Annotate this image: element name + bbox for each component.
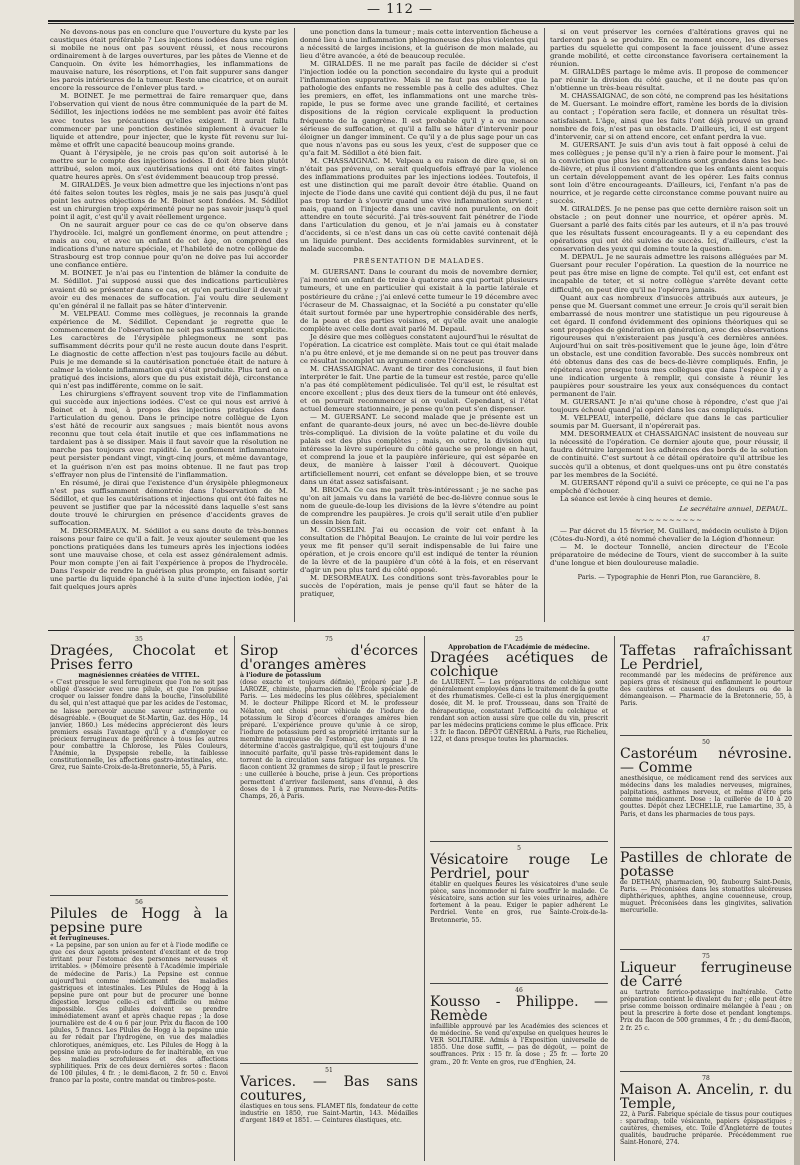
paragraph: M. BOINET. Je n'ai pas eu l'intention de blâmer la conduite de M. Sédillot. J'ai supposé aussi que des indications particulières avaient dû se présenter dans ce cas, et qu'en particulier il devait y avoir eu des menaces de suffocation. J'ai voulu dire seulement qu'en général il ne fallait pas se hâter d'intervenir.	[50, 269, 288, 310]
ad-body: « La pepsine, par son union au fer et à l'iode modifie ce que ces deux agents présentent d'excitant et de trop irritant pour l'estomac des personnes nerveuses et irritables. » (Mémoire présenté à l'Académie impériale de médecine de Paris.) La Pepsine est connue aujourd'hui comme médicament des maladies gastriques et intestinales. Les Pilules de Hogg à la pepsine pure ont pour but de procurer une bonne digestion lorsque celle-ci est difficile ou même impossible. Ces pilules doivent se prendre immédiatement avant et après chaque repas ; la dose journalière est de 4 ou 6 par jour. Prix du flacon de 100 pilules, 5 francs. Les Pilules de Hogg à la pepsine unie au fer rédait par l'hydrogène, en vue des maladies chlorotiques, anémiques, etc. Les Pilules de Hogg à la pepsine unie au proto-iodure de fer inaltérable, en vue des maladies scrofuleuses et des affections syphilitiques. Prix de ces deux dernières sortes : flacon de 100 pilules, 4 fr. ; le demi-flacon, 2 fr. 50 c. Envoi franco par la poste, contre mandat ou timbres-poste.	[50, 942, 228, 1084]
ad-rule	[620, 949, 792, 950]
header-rule	[48, 20, 798, 22]
ad-column-divider	[424, 636, 425, 1161]
ad-castoreum	[620, 732, 792, 842]
ad-subhead: magnésiennes créatées de VITTEL.	[78, 672, 200, 680]
ad-rule	[430, 983, 608, 984]
paragraph: M. BOINET. Je me permettrai de faire remarquer que, dans l'observation qui vient de nous être communiquée de la part de M. Sédillot, les injections iodées ne me semblent pas avoir été faites avec toutes les précautions qu'elles exigent. Il aurait fallu commencer par une ponction destinée simplement à évacuer le liquide et attendre, pour injecter, que le kyste fût revenu sur lui-même et offrît une capacité beaucoup moins grande.	[50, 92, 288, 149]
paragraph: — M. GUERSANT. Le second malade que je présente est un enfant de quarante-deux jours, né avec un bec-de-lièvre double très-compliqué. La division de la voûte palatine et du voile du palais est des plus complètes ; mais, en outre, la division qui intéresse la lèvre supérieure du côté gauche se prolonge en haut, et comprend la joue et la paupière inférieure, qui est séparée en deux, de manière à laisser l'œil à découvert. Quoique artificiellement nourri, cet enfant se développe bien, et se trouve dans un état assez satisfaisant.	[300, 413, 538, 486]
ad-body: infaillible approuvé par les Académies des sciences et de médecine. Se vend qu'expulse en quelques heures le VER SOLITAIRE. Admis à l'Exposition universelle de 1855. Une dose suffit, — pas de dégoût, — point de souffrances. Prix : 15 fr. la dose ; 25 fr. — forte 20 gram., 20 fr. Vente en gros, rue d'Enghien, 24.	[430, 1023, 608, 1066]
ad-number: 5	[517, 845, 521, 852]
ad-number: 50	[702, 739, 710, 746]
paragraph: M. GUERSANT. Je suis d'un avis tout à fait opposé à celui de mes collègues ; je pense qu'il n'y a rien à faire pour le moment. J'ai la conviction que plus les complications sont grandes dans les bec-de-lièvre, et plus il convient d'attendre que les enfants aient acquis un certain développement avant de les opérer. Les faits connus sont loin d'être encourageants. D'ailleurs, ici, l'enfant n'a pas de nourrice, et je regarde cette circonstance comme pouvant nuire au succès.	[550, 140, 788, 205]
page-number: — 112 —	[366, 2, 434, 17]
ad-number: 25	[515, 636, 523, 643]
paragraph: M. DEPAUL. Je ne saurais admettre les raisons alléguées par M. Guersant pour reculer l'opération. La question de la nourrice ne peut pas être mise en ligne de compte. Tel qu'il est, cet enfant est incapable de teter, et si notre collègue s'arrête devant cette difficulté, on peut dire qu'il ne l'opérera jamais.	[550, 253, 788, 294]
ad-body: de DETHAN, pharmacien, 90, faubourg Saint-Denis, Paris. — Préconisées dans les stomatites ulcéreuses diphthériques, aphthes, angine couenneuse, croup, muguet. Préconisées dans les gingivites, salivation mercurielle.	[620, 879, 792, 915]
ad-liqueur-ferrugineuse	[620, 946, 792, 1066]
ad-rule	[620, 735, 792, 736]
paragraph: M. GUERSANT. Dans le courant du mois de novembre dernier, j'ai montré un enfant de treize à quatorze ans qui portait plusieurs tumeurs, et une en particulier qui existait à la partie latérale et postérieure du crâne ; j'ai enlevé cette tumeur le 19 décembre avec l'écraseur de M. Chassaignac, et la Société a pu constater qu'elle était surtout formée par une hypertrophie considérable des nerfs, de la peau et des parties voisines, et qu'elle avait une analogie complète avec celle dont avait parlé M. Depaul.	[300, 268, 538, 333]
ad-body: établir en quelques heures les vésicatoires d'une seule pièce, sans incommoder ni faire souffrir le malade. Ce vésicatoire, sans action sur les voies urinaires, adhère fortement à la peau. Exiger le papier adhérent Le Perdriel. Vente en gros, rue Sainte-Croix-de-la-Bretonnerie, 55.	[430, 881, 608, 924]
paragraph: si on veut préserver les cornées d'altérations graves qui ne tarderont pas à se produire. En ce moment encore, les diverses parties du squelette qui composent la face jouissent d'une assez grande mobilité, et cette circonstance favorisera certainement la réunion.	[550, 28, 788, 69]
ad-rule	[430, 841, 608, 842]
ad-headline: Pilules de Hogg à la pepsine pure	[50, 906, 228, 937]
paragraph: M. GOSSELIN. J'ai eu occasion de voir cet enfant à la consultation de l'hôpital Beaujon. Le crainte de lui voir perdre les yeux me fit penser qu'il serait indispensable de lui faire une opération, et je crois encore qu'il est indiqué de tenter la réunion de la lèvre et de la paupière d'un côté à la fois, et en réservant d'agir un peu plus tard du côté opposé.	[300, 525, 538, 575]
section-heading: PRÉSENTATION DE MALADES.	[353, 257, 485, 266]
paragraph: M. GUERSANT répond qu'il a suivi ce précepte, ce qui ne l'a pas empêché d'échouer.	[550, 478, 788, 495]
printer-imprint: Paris. — Typographie de Henri Plon, rue Garancière, 8.	[577, 573, 761, 582]
ad-rule	[240, 1063, 418, 1064]
ad-subhead: Approbation de l'Académie de médecine.	[448, 644, 590, 652]
ads-top-rule	[48, 630, 798, 631]
ad-taffetas	[620, 636, 792, 730]
secretary-signature: Le secrétaire annuel, DEPAUL.	[679, 504, 788, 513]
ad-number: 75	[702, 953, 710, 960]
news-note: — M. le docteur Tonnellé, ancien directeur de l'Ecole préparatoire de médecine de Tours, vient de succomber à la suite d'une longue et bien douloureuse maladie.	[550, 542, 788, 568]
paragraph: Je désire que mes collègues constatent aujourd'hui le résultat de l'opération. La cicatrice est complète. Mais tout ce qui était malade n'a pu être enlevé, et je me demande si on ne peut pas trouver dans ce résultat incomplet un argument contre l'écraseur.	[300, 332, 538, 365]
ad-headline: Dragées acétiques de colchique	[430, 650, 608, 681]
ad-body: « C'est presque le seul ferrugineux que l'on ne soit pas obligé d'associer avec une pilule, et que l'on puisse croquer ou laisser fondre dans la bouche, l'insolubilité du sel, qui n'est attaqué que par les acides de l'estomac, ne laisse percevoir aucune saveur astringente ou désagréable. » (Bouquet de St-Martin, Gaz. des Hôp., 14 janvier, 1860.) Les médecins apprécieront dès leurs premiers essais l'avantage qu'il y a d'employer ce précieux ferrugineux de préférence à tous les autres pour combattre la Chlorose, les Pâles Couleurs, l'Anémie, la Dyspepsie rebelle, la faiblesse constitutionnelle, les affections gastro-intestinales, etc. Grez, rue Sainte-Croix-de-la-Bretonnerie, 55, à Paris.	[50, 679, 228, 772]
ad-rule	[620, 1071, 792, 1072]
ad-kousso	[430, 980, 608, 1160]
paragraph: M. GIRALDÈS partage le même avis. Il propose de commencer par réunir la division du côté gauche, et il ne doute pas qu'on n'obtienne un très-beau résultat.	[550, 68, 788, 93]
ad-dragees-colchique	[430, 636, 608, 836]
ad-number: 35	[135, 636, 143, 643]
ad-number: 51	[325, 1067, 333, 1074]
article-column-2	[300, 28, 538, 622]
ad-number: 47	[702, 636, 710, 643]
ad-body: 22, à Paris. Fabrique spéciale de tissus pour coutiques : sparadrap, toile vésicante, papiers épispastiques ; cautères, chemises, etc. Toile d'Angleterre de toutes qualités, baudruche préparée. Précédemment rue Saint-Honoré, 274.	[620, 1111, 792, 1147]
ad-body: élastiques en tous sens. FLAMET fils, fondateur de cette industrie en 1850, rue Saint-Martin, 143. Médailles d'argent 1849 et 1851. — Ceintures élastiques, etc.	[240, 1103, 418, 1125]
paragraph: Les chirurgiens s'effrayent souvent trop vite de l'inflammation qui succède aux injections iodées. C'est ce qui nous est arrivé à Boinet et à moi, à propos des injections pratiquées dans l'articulation du genou. Dans le principe notre collègue de Lyon s'est hâté de recourir aux sangsues ; mais bientôt nous avons reconnu que tout cela était inutile et que ces inflammations ne tardaient pas à se dissiper. Mais il faut savoir que la résolution ne marche pas toujours avec rapidité. Le gonflement inflammatoire peut persister pendant vingt, vingt-cinq jours, et même davantage, et la guérison n'en est pas moins obtenue. Il ne faut pas trop s'effrayer non plus de l'intensité de l'inflammation.	[50, 390, 288, 479]
news-note: — Par décret du 15 février, M. Guillard, médecin oculiste à Dijon (Côtes-du-Nord), a été nommé chevalier de la Légion d'honneur.	[550, 526, 788, 543]
ad-number: 46	[515, 987, 523, 994]
column-divider	[294, 28, 295, 622]
ad-headline: Dragées, Chocolat et Prises ferro	[50, 643, 228, 674]
ad-headline: Taffetas rafraîchissant Le Perdriel,	[620, 643, 792, 674]
ad-sirop-oranges	[240, 636, 418, 1056]
article-column-3	[550, 28, 788, 622]
paragraph: une ponction dans la tumeur ; mais cette intervention fâcheuse a donné lieu à une inflammation phlegmoneuse des plus violentes qui a nécessité de larges incisions, et la guérison de mon malade, au lieu d'être avancée, a été de beaucoup reculée.	[300, 28, 538, 61]
paragraph: M. DESORMEAUX. Les conditions sont très-favorables pour le succès de l'opération, mais je pense qu'il faut se hâter de la pratiquer,	[300, 574, 538, 599]
ad-varices	[240, 1060, 418, 1160]
ad-headline: Pastilles de chlorate de potasse	[620, 850, 792, 880]
paragraph: M. GIRALDÈS. Je ne pense pas que cette dernière raison soit un obstacle ; on peut donner une nourrice, et opérer après. M. Guersant a parlé des faits cités par les auteurs, et il n'a pas trouvé que les résultats fussent encourageants. Il y a eu cependant des opérations qui ont été suivies de succès. Ici, d'ailleurs, c'est la conservation des yeux qui domine toute la question.	[550, 205, 788, 254]
paragraph: MM. DESORMEAUX et CHASSAIGNAC insistent de nouveau sur la nécessité de l'opération. Ce dernier ajoute que, pour réussir, il faudra détruire largement les adhérences des bords de la solution de continuité. C'est surtout à ce détail opératoire qu'il attribue les succès qu'il a obtenus, et dont quelques-uns ont pu être constatés par les membres de la Société.	[550, 430, 788, 479]
column-divider	[544, 28, 545, 622]
ad-rule	[620, 847, 792, 848]
paragraph: Quant aux cas nombreux d'insuccès attribués aux auteurs, je pense que M. Guersant commet une erreur. Je crois qu'il serait bien embarrassé de nous montrer une statistique un peu rigoureuse à cet égard. Il confond évidemment des opinions théoriques qui se sont propagées de génération en génération, avec des observations rigoureuses qui n'existeraient pas jusqu'à ces dernières années. Aujourd'hui on sait très-positivement que le jeune âge, loin d'être un obstacle, est une condition favorable. Des succès nombreux ont été obtenus dans des cas de becs-de-lièvre compliqués. Enfin, je répéterai avec presque tous mes collègues que dans l'espèce il y a une indication urgente à remplir, qui consiste à réunir les paupières pour soustraire les yeux aux conséquences du contact permanent de l'air.	[550, 293, 788, 399]
article-column-1	[50, 28, 288, 622]
paragraph: M. CHASSAIGNAC. Avant de tirer des conclusions, il faut bien interpréter le fait. Une partie de la tumeur est restée, parce qu'elle n'a pas été complètement pédiculisée. Tel qu'il est, le résultat est encore excellent ; plus des deux tiers de la tumeur ont été enlevés, et on pourrait recommencer si on voulait. Cependant, si l'état actuel demeure stationnaire, je pense qu'on peut s'en dispenser.	[300, 364, 538, 414]
paragraph: M. GUERSANT. Je n'ai qu'une chose à répondre, c'est que j'ai toujours échoué quand j'ai opéré dans les cas compliqués.	[550, 398, 788, 415]
ad-number: 75	[325, 636, 333, 643]
ad-body: de LAURENT. — Les préparations de colchique sont généralement employées dans le traitement de la goutte et des rhumatismes. Celle-ci est la plus énergiquement dosée, dit M. le prof. Trousseau, dans son Traité de thérapeutique, constatant l'efficacité du colchique et rendant son action aussi sûre que celle du vin, prescrit par les médecins praticiens comme le plus efficace. Prix : 3 fr. le flacon. DÉPÔT GÉNÉRAL à Paris, rue Richelieu, 122, et dans presque toutes les pharmacies.	[430, 679, 608, 743]
ad-rule	[50, 895, 228, 896]
paragraph: La séance est levée à cinq heures et demie.	[560, 494, 713, 503]
paragraph: M. VELPEAU. Comme mes collègues, je reconnais la grande expérience de M. Sédillot. Cependant je regrette que le commencement de l'observation ne soit pas suffisamment explicite. Les caractères de l'érysipèle phlegmoneux ne sont pas suffisamment décrits pour qu'il ne reste aucun doute dans l'esprit. Le diagnostic de cette affection n'est pas toujours facile au début. Puis je me demande si la cautérisation ponctuée était de nature à calmer la violente inflammation qui s'était produite. Plus tard on a pratiqué des incisions, alors que du pus existait déjà, circonstance qui n'est pas indifférente, comme on le sait.	[50, 309, 288, 391]
ad-maison-ancelin	[620, 1068, 792, 1162]
paragraph: M. DESORMEAUX. M. Sédillot a eu sans doute de très-bonnes raisons pour faire ce qu'il a fait. Je veux ajouter seulement que les ponctions pratiquées dans les tumeurs après les injections iodées sont une mauvaise chose, et cela est assez généralement admis. Pour mon compte j'en ai fait l'expérience à propos de l'hydrocèle. Dans l'espoir de rendre la guérison plus prompte, en faisant sortir une partie du liquide épanché à la suite d'une injection iodée, j'ai fait quelques jours après	[50, 526, 288, 592]
paragraph: Quant à l'érysipèle, je ne crois pas qu'on soit autorisé à le mettre sur le compte des injections iodées. Il doit être bien plutôt attribué, selon moi, aux cautérisations qui ont été faites vingt-quatre heures après. On s'est évidemment beaucoup trop pressé.	[50, 148, 288, 181]
header-rule-thin	[48, 23, 798, 24]
ad-dragees-chocolat	[50, 636, 228, 890]
ad-column-divider	[234, 636, 235, 1161]
ad-headline: Varices. — Bas sans coutures,	[240, 1074, 418, 1105]
paragraph: M. GIRALDÈS. Je veux bien admettre que les injections n'ont pas été faites selon toutes les règles, mais je ne sais pas jusqu'à quel point les autres objections de M. Boinet sont fondées. M. Sédillot est un chirurgien trop expérimenté pour ne pas savoir jusqu'à quel point il agit, c'est qu'il y avait réellement urgence.	[50, 180, 288, 222]
paragraph: M. BROCA. Ce cas me paraît très-intéressant ; je ne sache pas qu'on ait jamais vu dans la variété de bec-de-lièvre connue sous le nom de gueule-de-loup les divisions de la lèvre s'étendre au point de comprendre les paupières. Je crois qu'il serait utile d'en publier un dessin bien fait.	[300, 485, 538, 526]
ad-subhead: à l'iodure de potassium	[240, 672, 322, 680]
ad-number: 78	[702, 1075, 710, 1082]
ad-pilules-hogg	[50, 892, 228, 1162]
ad-body: (dose exacte et toujours définie), préparé par J.-P. LAROZE, chimiste, pharmacien de l'Ecole spéciale de Paris. — Les médecins les plus célèbres, spécialement M. le docteur Philippe Ricord et M. le professeur Nélaton, ont choisi pour véhicule de l'iodure de potassium le Sirop d'écorces d'oranges amères bien préparé. L'expérience prouve qu'unie à ce sirop, l'iodure de potassium perd sa propriété irritante sur la membrane muqueuse de l'estomac, que jamais il ne détermine d'accès gastralgique, qu'il est toujours d'une innocuité parfaite, qu'il passe très-rapidement dans le torrent de la circulation sans fatiguer les organes. Un flacon contient 32 grammes de sirop ; il faut le prescrire : une cuillerée à bouche, prise à jeun. Ces proportions permettent d'arriver facilement, sans d'ennui, à des doses de 1 à 2 grammes. Paris, rue Neuve-des-Petits-Champs, 26, à Paris.	[240, 679, 418, 800]
ad-headline: Kousso - Philippe. — Remède	[430, 994, 608, 1025]
ad-headline: Vésicatoire rouge Le Perdriel, pour	[430, 852, 608, 883]
paragraph: M. CHASSAIGNAC, de son côté, ne comprend pas les hésitations de M. Guersant. Le moindre effort, ramène les bords de la division au contact ; l'opération sera facile, et donnera un résultat très-satisfaisant. L'âge, ainsi que les faits l'ont déjà prouvé un grand nombre de fois, n'est pas un obstacle. D'ailleurs, ici, il est urgent d'intervenir, car si on attend encore, cet enfant perdra la vue.	[550, 92, 788, 141]
ornament-divider: ~~~~~~~~~~	[635, 515, 703, 524]
ad-body: recommandé par les médecins de préférence aux papiers gras et résineux qui enflamment le pourtour des cautères et causent des douleurs ou de la démangeaison. — Pharmacie de la Bretonnerie, 55, à Paris.	[620, 672, 792, 708]
ad-headline: Sirop d'écorces d'oranges amères	[240, 643, 418, 674]
ad-pastilles	[620, 844, 792, 944]
ad-headline: Castoréum névrosine. — Comme	[620, 746, 792, 777]
paragraph: M. GIRALDÈS. Il ne me paraît pas facile de décider si c'est l'injection iodée ou la ponction secondaire du kyste qui a produit l'inflammation suppurative. Mais il ne faut pas oublier que la pathologie des enfants ne ressemble pas à celle des adultes. Chez les premiers, en effet, les inflammations ont une marche très-rapide, le pus se forme avec une grande facilité, et certaines dispositions de la région cervicale expliquent la production fréquente de la gangrène. Il est probable qu'il y a eu menace sérieuse de suffocation, et qu'il a fallu se hâter d'intervenir pour éloigner un danger imminent. Ce qu'il y a de plus sage pour un cas que nous n'avons pas eu sous les yeux, c'est de supposer que ce qu'a fait M. Sédillot a été bien fait.	[300, 60, 538, 157]
paragraph: Ne devons-nous pas en conclure que l'ouverture du kyste par les caustiques était préférable ? Les injections iodées dans une région si mobile ne nous ont pas souvent réussi, et nous recourons ordinairement à de larges ouvertures, par les pâtes de Vienne et de Canquoin. On évite les hémorrhagies, les inflammations de mauvaise nature, les résorptions, et l'on fait suppurer sans danger les parois intérieures de la tumeur. Reste une cicatrice, et on aurait encore la ressource de l'enlever plus tard. »	[50, 28, 288, 93]
ad-body: anesthésique, ce médicament rend des services aux médecins dans les maladies nerveuses, migraines, palpitations, asthmes nerveux, et même d'être pris comme médicament. Dose : la cuillerée de 10 à 20 gouttes. Dépôt chez LECHELLE, rue Lamartine, 35, à Paris, et dans les pharmacies de tous pays.	[620, 775, 792, 818]
ad-headline: Liqueur ferrugineuse de Carré	[620, 960, 792, 991]
ad-body: au tartrate ferrico-potassique inaltérable. Cette préparation contient le divalent du fer ; elle peut être prise comme boisson ordinaire mélangée à l'eau ; on peut la prescrire à forte dose et pendant longtemps. Prix du flacon de 500 grammes, 4 fr. ; du demi-flacon, 2 fr. 25 c.	[620, 989, 792, 1032]
ad-subhead: et ferrugineuses.	[50, 935, 110, 943]
page-edge	[794, 0, 800, 1165]
ad-number: 56	[135, 899, 143, 906]
ad-vesicatoire	[430, 838, 608, 978]
paragraph: On ne saurait arguer pour ce cas de ce qu'on observe dans l'hydrocèle. Ici, malgré un gonflement énorme, on peut attendre ; mais au cou, et avec un enfant de cet âge, on comprend des indications d'une nature spéciale, et l'habileté de notre collègue de Strasbourg est trop connue pour qu'on ne doive pas lui accorder une confiance entière.	[50, 221, 288, 270]
paragraph: M. VELPEAU, interpellé, déclare que dans le cas particulier soumis par M. Guersant, il n'opérerait pas.	[550, 414, 788, 431]
ad-column-divider	[614, 636, 615, 1161]
paragraph: M. CHASSAIGNAC. M. Velpeau a eu raison de dire que, si on n'était pas prévenu, on serait quelquefois effrayé par la violence des inflammations produites par les injections iodées. Toutefois, il est une distinction qui me paraît devoir être établie. Quand on injecte de l'iode dans une cavité qui contient déjà du pus, il ne faut pas trop tarder à s'ouvrir quand une vive inflammation survient ; mais, quand on l'injecte dans une cavité non purulente, on doit attendre en toute sécurité. J'ai très-souvent fait pénétrer de l'iode dans l'articulation du genou, et je n'ai jamais eu à constater d'accidents, si ce n'est dans un cas où cette cavité contenait déjà un liquide purulent. Des accidents formidables survinrent, et le malade succomba.	[300, 156, 538, 254]
paragraph: En résumé, je dirai que l'existence d'un érysipèle phlegmoneux n'est pas suffisamment démontrée dans l'observation de M. Sédillot, et que les cautérisations et injections qui ont été faites ne peuvent se justifier que par la nécessité dans laquelle s'est sans doute trouvé le chirurgien en présence d'accidents graves de suffocation.	[50, 478, 288, 527]
ad-headline: Maison A. Ancelin, r. du Temple,	[620, 1082, 792, 1113]
